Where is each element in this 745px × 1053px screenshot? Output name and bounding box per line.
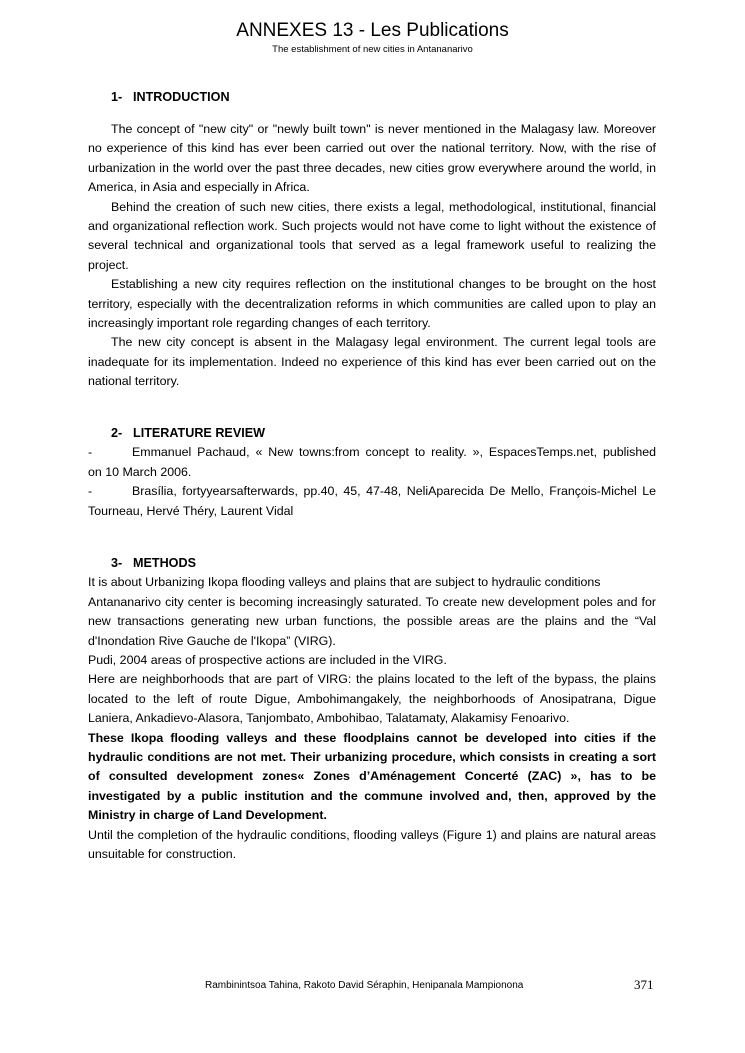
section-heading (88, 88, 656, 107)
footer-authors: Rambinintsoa Tahina, Rakoto David Séraphin, Henipanala Mampionona (205, 980, 524, 991)
section-number: 2- (111, 426, 123, 440)
section-title: INTRODUCTION (133, 90, 230, 104)
bullet-dash: - (88, 484, 93, 499)
section-number: 1- (111, 90, 123, 104)
section-heading (88, 554, 656, 573)
paragraph: It is about Urbanizing Ikopa flooding valleys and plains that are subject to hydraulic conditions (88, 575, 601, 590)
section-introduction (88, 88, 656, 107)
reference-text-continued: on 10 March 2006. (88, 464, 192, 479)
paragraph: Antananarivo city center is becoming increasingly saturated. To create new development poles and for new transactions generating new urban functions, the possible areas are the plains and the “Val d'Inondation Rive Gauche de l'Ikopa” (VIRG). (88, 594, 656, 648)
paragraph: The new city concept is absent in the Malagasy legal environment. The current legal tools are inadequate for its implementation. Indeed no experience of this kind has ever been carried out on the national territory. (88, 335, 656, 389)
reference-item (88, 482, 656, 501)
paragraph: The concept of "new city" or "newly built town" is never mentioned in the Malagasy law. Moreover no experience of this kind has ever been carried out over the national territory. Now, with the rise of urbanization in the world over the past three decades, new cities grow everywhere around the world, in America, in Asia and especially in Africa. (88, 122, 656, 195)
section-literature-review (88, 424, 656, 521)
paragraph: Establishing a new city requires reflection on the institutional changes to be brought on the host territory, especially with the decentralization reforms in which communities are called upon to play an increasingly important role regarding changes of each territory. (88, 277, 656, 331)
bold-paragraph: These Ikopa flooding valleys and these floodplains cannot be developed into cities if the hydraulic conditions are not met. Their urbanizing procedure, which consists in creating a sort of consulted development zones« Zones d’Aménagement Concerté (ZAC) », has to be investigated by a public institution and the commune involved and, then, approved by the Ministry in charge of Land Development. (88, 730, 656, 823)
introduction-body (88, 120, 656, 392)
section-heading (88, 424, 656, 443)
page-title: ANNEXES 13 - Les Publications (236, 20, 509, 41)
page-subtitle: The establishment of new cities in Antananarivo (272, 44, 473, 55)
section-methods (88, 554, 656, 865)
reference-text: Brasília, fortyyearsafterwards, pp.40, 45, 47-48, NeliAparecida De Mello, François-Michel Le (132, 484, 656, 499)
reference-text: Emmanuel Pachaud, « New towns:from concept to reality. », EspacesTemps.net, published (132, 445, 656, 460)
section-title: LITERATURE REVIEW (133, 426, 266, 440)
reference-item (88, 443, 656, 462)
section-number: 3- (111, 556, 123, 570)
paragraph: Behind the creation of such new cities, there exists a legal, methodological, institutional, financial and organizational reflection work. Such projects would not have come to light without the existence of several technical and organizational tools that served as a legal framework useful to realizing the project. (88, 199, 656, 272)
paragraph: Here are neighborhoods that are part of VIRG: the plains located to the left of the bypass, the plains located to the left of route Digue, Ambohimangakely, the neighborhoods of Anosipatrana, Digue Laniera, Ankadievo-Alasora, Tanjombato, Ambohibao, Talatamaty, Alakamisy Fenoarivo. (88, 672, 656, 726)
paragraph: Pudi, 2004 areas of prospective actions are included in the VIRG. (88, 653, 447, 668)
bullet-dash: - (88, 445, 93, 460)
reference-text-continued: Tourneau, Hervé Théry, Laurent Vidal (88, 503, 294, 518)
page-number: 371 (634, 977, 654, 992)
section-title: METHODS (133, 556, 196, 570)
paragraph: Until the completion of the hydraulic conditions, flooding valleys (Figure 1) and plains are natural areas unsuitable for construction. (88, 827, 656, 862)
